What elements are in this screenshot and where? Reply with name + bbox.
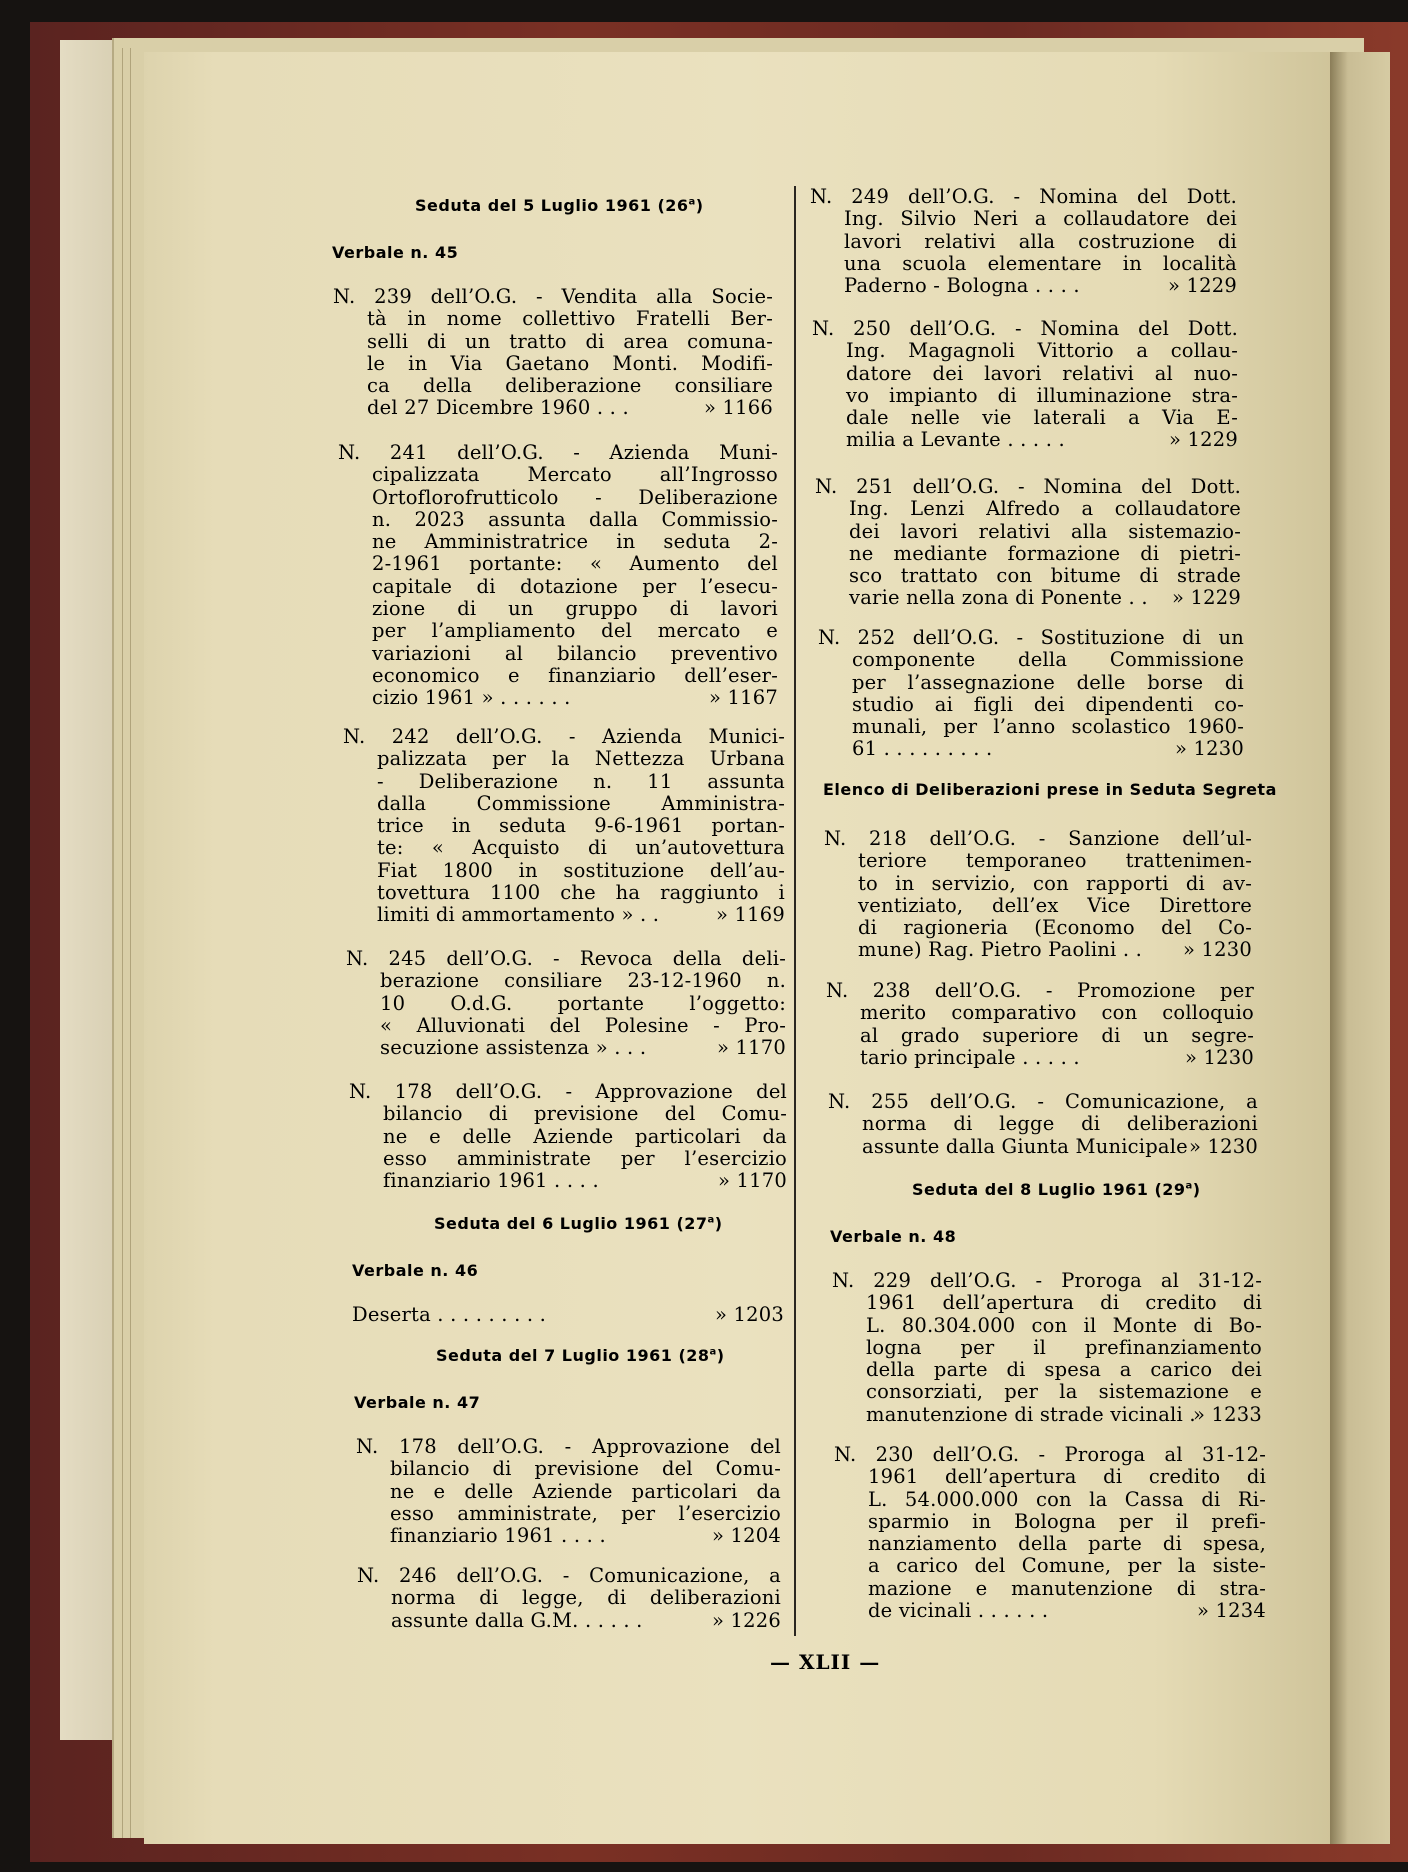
- entry-line: selli di un tratto di area comuna-: [367, 329, 773, 353]
- entry-line: dalla Commissione Amministra-: [377, 791, 785, 815]
- entry-line: - Deliberazione n. 11 assunta: [377, 769, 785, 793]
- entry-last-line: finanziario 1961 . . . . » 1204: [390, 1524, 781, 1548]
- page-reference: » 1170: [717, 1036, 786, 1060]
- entry-line: sco trattato con bitume di strade: [849, 564, 1241, 588]
- index-entry: [357, 1565, 781, 1632]
- entry-line: munali, per l’anno scolastico 1960-: [852, 715, 1244, 739]
- entry-last-line: secuzione assistenza » . . . » 1170: [380, 1036, 786, 1060]
- page-reference: » 1230: [1185, 1045, 1254, 1069]
- index-entry: [824, 828, 1252, 962]
- index-entry: [338, 442, 778, 710]
- column-divider: [794, 186, 796, 1636]
- entry-line: zione di un gruppo di lavori: [372, 597, 778, 621]
- entry-last-line: cizio 1961 » . . . . . . » 1167: [372, 686, 778, 710]
- verbale-heading: Verbale n. 46: [352, 1261, 479, 1280]
- page-reference: » 1234: [1197, 1599, 1266, 1623]
- index-entry: [356, 1436, 781, 1547]
- session-heading: Seduta del 5 Luglio 1961 (26$^a$): [415, 196, 704, 215]
- entry-line: Fiat 1800 in sostituzione dell’au-: [377, 858, 785, 882]
- index-entry: [352, 1304, 784, 1326]
- entry-line: mazione e manutenzione di stra-: [868, 1576, 1266, 1600]
- verbale-heading: Verbale n. 47: [354, 1393, 481, 1412]
- entry-line: esso amministrate per l’esercizio: [383, 1146, 787, 1170]
- entry-line: studio ai figli dei dipendenti co-: [852, 692, 1244, 716]
- entry-line: ca della deliberazione consiliare: [367, 374, 773, 398]
- entry-line: norma di legge, di deliberazioni: [391, 1586, 781, 1610]
- entry-line: ne e delle Aziende particolari da: [390, 1479, 781, 1503]
- entry-line: datore dei lavori relativi al nuo-: [846, 361, 1238, 385]
- page-reference: » 1167: [709, 686, 778, 710]
- entry-line: N. 241 dell’O.G. - Azienda Muni-: [338, 441, 778, 464]
- page-reference: » 1229: [1169, 428, 1238, 452]
- entry-line: 10 O.d.G. portante l’oggetto:: [380, 991, 786, 1015]
- entry-line: per l’ampliamento del mercato e: [372, 619, 778, 643]
- entry-line: consorziati, per la sistemazione e: [866, 1380, 1262, 1404]
- entry-last-line: finanziario 1961 . . . . » 1170: [383, 1169, 787, 1193]
- entry-line: berazione consiliare 23-12-1960 n.: [380, 969, 786, 993]
- entry-line: trice in seduta 9-6-1961 portan-: [377, 814, 785, 838]
- index-entry: [832, 1270, 1262, 1426]
- page-reference: » 1170: [718, 1169, 787, 1193]
- page-reference: » 1226: [712, 1608, 781, 1632]
- entry-line: N. 250 dell’O.G. - Nomina del Dott.: [812, 317, 1238, 340]
- entry-last-line: assunte dalla Giunta Municipale » 1230: [862, 1134, 1258, 1158]
- entry-line: N. 245 dell’O.G. - Revoca della deli-: [346, 947, 786, 970]
- entry-line: Ortoflorofrutticolo - Deliberazione: [372, 485, 778, 509]
- entry-last-line: de vicinali . . . . . . » 1234: [868, 1599, 1266, 1623]
- facing-page-edge: [1330, 52, 1390, 1844]
- entry-line: N. 251 dell’O.G. - Nomina del Dott.: [815, 475, 1241, 498]
- page-reference: » 1166: [704, 396, 773, 420]
- entry-line: esso amministrate, per l’esercizio: [390, 1501, 781, 1525]
- entry-line: merito comparativo con colloquio: [860, 1001, 1254, 1025]
- entry-line: N. 239 dell’O.G. - Vendita alla Socie-: [333, 285, 773, 308]
- page-reference: » 1204: [712, 1524, 781, 1548]
- entry-last-line: Deserta . . . . . . . . . » 1203: [352, 1303, 784, 1326]
- entry-line: capitale di dotazione per l’esecu-: [372, 574, 778, 598]
- page-reference: » 1203: [715, 1303, 784, 1326]
- page-reference: » 1229: [1168, 274, 1237, 298]
- entry-last-line: assunte dalla G.M. . . . . . » 1226: [391, 1608, 781, 1632]
- page-reference: » 1230: [1189, 1134, 1258, 1158]
- entry-line: L. 80.304.000 con il Monte di Bo-: [866, 1313, 1262, 1337]
- entry-last-line: milia a Levante . . . . . » 1229: [846, 428, 1238, 452]
- entry-line: Ing. Magagnoli Vittorio a collau-: [846, 339, 1238, 363]
- entry-line: della parte di spesa a carico dei: [866, 1358, 1262, 1382]
- entry-line: Ing. Lenzi Alfredo a collaudatore: [849, 497, 1241, 521]
- entry-line: N. 178 dell’O.G. - Approvazione del: [356, 1435, 781, 1458]
- index-entry: [812, 318, 1238, 452]
- entry-line: di ragioneria (Economo del Co-: [858, 916, 1252, 940]
- entry-last-line: limiti di ammortamento » . . » 1169: [377, 903, 785, 927]
- entry-last-line: manutenzione di strade vicinali . » 1233: [866, 1402, 1262, 1426]
- entry-line: 2-1961 portante: « Aumento del: [372, 552, 778, 576]
- index-entry: [818, 627, 1244, 761]
- entry-line: ne Amministratrice in seduta 2-: [372, 530, 778, 554]
- entry-last-line: mune) Rag. Pietro Paolini . . » 1230: [858, 938, 1252, 962]
- entry-line: variazioni al bilancio preventivo: [372, 641, 778, 665]
- entry-last-line: Paderno - Bologna . . . . » 1229: [844, 274, 1237, 298]
- page-reference: » 1233: [1193, 1402, 1262, 1426]
- entry-line: norma di legge di deliberazioni: [862, 1112, 1258, 1136]
- page-reference: » 1230: [1183, 938, 1252, 962]
- entry-line: n. 2023 assunta dalla Commissio-: [372, 507, 778, 531]
- entry-last-line: del 27 Dicembre 1960 . . . » 1166: [367, 396, 773, 420]
- entry-line: ne mediante formazione di pietri-: [849, 541, 1241, 565]
- session-heading: Seduta del 8 Luglio 1961 (29$^a$): [912, 1180, 1201, 1199]
- index-entry: [333, 286, 773, 420]
- entry-line: logna per il prefinanziamento: [866, 1335, 1262, 1359]
- session-heading: Seduta del 7 Luglio 1961 (28$^a$): [436, 1346, 725, 1365]
- entry-line: ventiziato, dell’ex Vice Direttore: [858, 893, 1252, 917]
- index-entry: [834, 1444, 1266, 1622]
- page-reference: » 1169: [716, 903, 785, 927]
- entry-line: N. 218 dell’O.G. - Sanzione dell’ul-: [824, 827, 1252, 850]
- entry-line: vo impianto di illuminazione stra-: [846, 383, 1238, 407]
- entry-line: tovettura 1100 che ha raggiunto i: [377, 881, 785, 905]
- index-entry: [343, 726, 785, 927]
- spine-strip: [60, 40, 118, 1740]
- entry-line: te: « Acquisto di un’autovettura: [377, 836, 785, 860]
- entry-line: componente della Commissione: [852, 648, 1244, 672]
- entry-line: 1961 dell’apertura di credito di: [866, 1291, 1262, 1315]
- verbale-heading: Verbale n. 48: [830, 1227, 957, 1246]
- entry-line: N. 255 dell’O.G. - Comunicazione, a: [828, 1090, 1258, 1113]
- entry-line: N. 249 dell’O.G. - Nomina del Dott.: [810, 185, 1237, 208]
- index-entry: [826, 980, 1254, 1069]
- page-reference: » 1230: [1175, 737, 1244, 761]
- page-number: — XLII —: [770, 1650, 881, 1674]
- entry-line: lavori relativi alla costruzione di: [844, 229, 1237, 253]
- entry-last-line: varie nella zona di Ponente . . » 1229: [849, 586, 1241, 610]
- index-entry: [815, 476, 1241, 610]
- entry-line: dale nelle vie laterali a Via E-: [846, 406, 1238, 430]
- entry-line: N. 229 dell’O.G. - Proroga al 31-12-: [832, 1269, 1262, 1292]
- entry-line: tà in nome collettivo Fratelli Ber-: [367, 307, 773, 331]
- entry-line: ne e delle Aziende particolari da: [383, 1124, 787, 1148]
- entry-line: 1961 dell’apertura di credito di: [868, 1465, 1266, 1489]
- index-entry: [810, 186, 1237, 297]
- section-heading: Elenco di Deliberazioni prese in Seduta Segreta: [823, 780, 1277, 799]
- entry-line: economico e finanziario dell’eser-: [372, 663, 778, 687]
- entry-last-line: 61 . . . . . . . . . » 1230: [852, 737, 1244, 761]
- entry-line: nanziamento della parte di spesa,: [868, 1532, 1266, 1556]
- entry-line: L. 54.000.000 con la Cassa di Ri-: [868, 1487, 1266, 1511]
- entry-line: to in servizio, con rapporti di av-: [858, 871, 1252, 895]
- entry-last-line: tario principale . . . . . » 1230: [860, 1045, 1254, 1069]
- entry-line: una scuola elementare in località: [844, 251, 1237, 275]
- entry-line: bilancio di previsione del Comu-: [390, 1457, 781, 1481]
- entry-line: N. 246 dell’O.G. - Comunicazione, a: [357, 1564, 781, 1587]
- page-reference: » 1229: [1172, 586, 1241, 610]
- entry-line: Ing. Silvio Neri a collaudatore dei: [844, 207, 1237, 231]
- entry-line: bilancio di previsione del Comu-: [383, 1102, 787, 1126]
- entry-line: N. 230 dell’O.G. - Proroga al 31-12-: [834, 1443, 1266, 1466]
- entry-line: N. 252 dell’O.G. - Sostituzione di un: [818, 626, 1244, 649]
- entry-line: N. 242 dell’O.G. - Azienda Munici-: [343, 725, 785, 748]
- entry-line: « Alluvionati del Polesine - Pro-: [380, 1013, 786, 1037]
- index-entry: [828, 1091, 1258, 1158]
- entry-line: per l’assegnazione delle borse di: [852, 670, 1244, 694]
- entry-line: le in Via Gaetano Monti. Modifi-: [367, 351, 773, 375]
- verbale-heading: Verbale n. 45: [332, 243, 459, 262]
- entry-line: N. 178 dell’O.G. - Approvazione del: [349, 1080, 787, 1103]
- entry-line: palizzata per la Nettezza Urbana: [377, 747, 785, 771]
- index-entry: [349, 1081, 787, 1192]
- entry-line: sparmio in Bologna per il prefi-: [868, 1509, 1266, 1533]
- entry-line: al grado superiore di un segre-: [860, 1023, 1254, 1047]
- entry-line: dei lavori relativi alla sistemazio-: [849, 519, 1241, 543]
- index-entry: [346, 948, 786, 1059]
- session-heading: Seduta del 6 Luglio 1961 (27$^a$): [434, 1214, 723, 1233]
- entry-line: teriore temporaneo trattenimen-: [858, 849, 1252, 873]
- entry-line: N. 238 dell’O.G. - Promozione per: [826, 979, 1254, 1002]
- entry-line: a carico del Comune, per la siste-: [868, 1554, 1266, 1578]
- entry-line: cipalizzata Mercato all’Ingrosso: [372, 463, 778, 487]
